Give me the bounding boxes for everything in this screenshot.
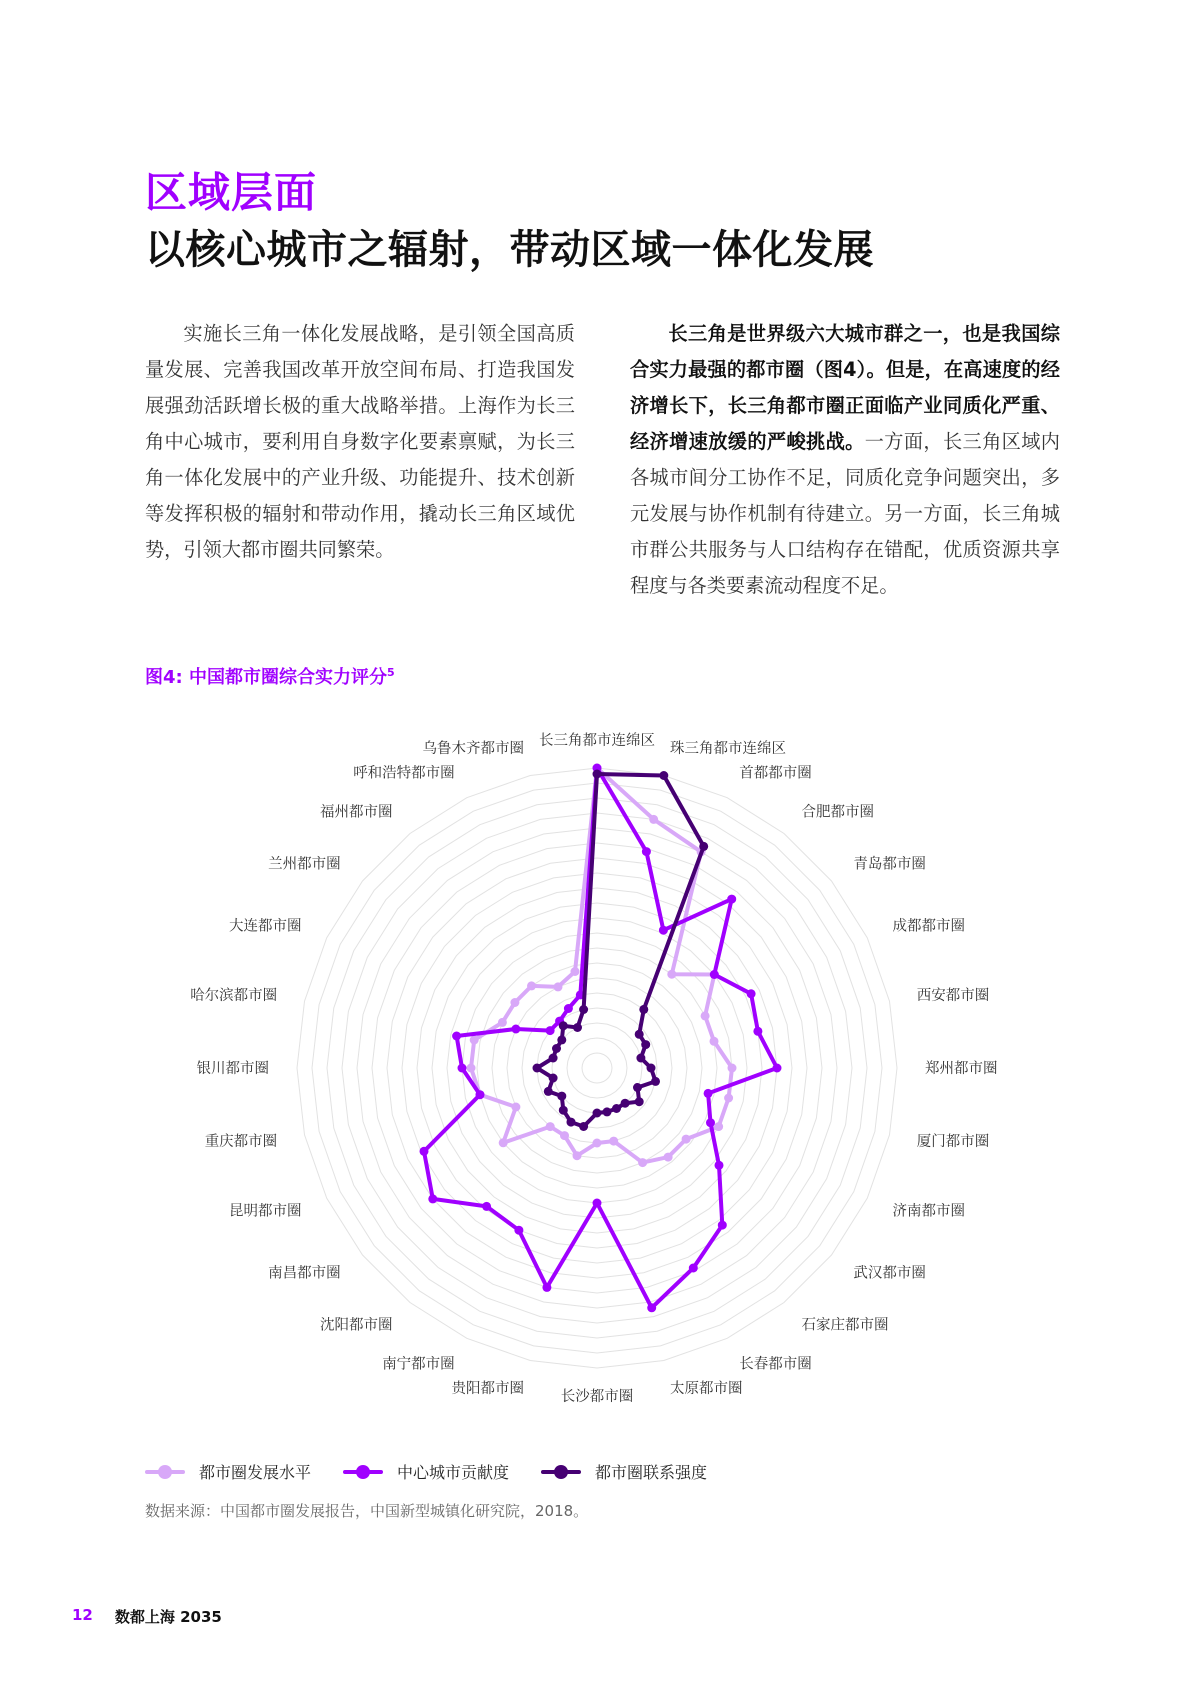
radar-data-point [724,1094,733,1103]
radar-data-point [664,1153,673,1162]
radar-data-point [642,847,651,856]
legend-label: 都市圈发展水平 [199,1463,312,1482]
body-bold-text: 长三角是世界级六大城市群之一，也是我国综合实力最强的都市圈（图4）。但是，在高速度的经济增长下，长三角都市圈正面临产业同质化严重、经济增速放缓的严峻挑战。 [630,322,1060,453]
figure-footnote-marker: 5 [387,666,395,679]
radar-grid-ring [432,903,762,1233]
radar-data-point [549,1054,558,1063]
radar-data-point [564,1004,573,1013]
radar-grid-ring [552,1023,642,1113]
page-number: 12 [72,1606,93,1624]
radar-grid-ring [357,828,837,1308]
radar-data-point [612,1104,621,1113]
radar-data-point [718,1221,727,1230]
legend-dot [554,1465,568,1479]
radar-data-point [593,1139,602,1148]
radar-category-label: 贵阳都市圈 [451,1380,524,1397]
radar-category-label: 昆明都市圈 [229,1203,302,1220]
radar-category-label: 武汉都市圈 [853,1265,926,1282]
radar-data-point [482,1202,491,1211]
body-right-column [630,316,1060,604]
legend-label: 都市圈联系强度 [595,1463,708,1482]
radar-category-label: 大连都市圈 [229,918,302,935]
radar-data-point [557,1035,566,1044]
radar-data-point [710,970,719,979]
radar-data-point [527,981,536,990]
radar-category-label: 济南都市圈 [892,1203,965,1220]
figure-title [145,663,395,689]
radar-data-point [499,1138,508,1147]
radar-data-point [554,982,563,991]
radar-grid-ring [477,948,717,1188]
radar-grid-ring [567,1038,627,1098]
radar-category-label: 合肥都市圈 [801,804,874,821]
radar-data-point [649,815,658,824]
data-source-note: 数据来源：中国都市圈发展报告，中国新型城镇化研究院，2018。 [145,1502,589,1520]
radar-grid-ring [312,783,882,1353]
radar-data-point [514,1226,523,1235]
radar-data-point [470,1036,479,1045]
radar-grid-ring [327,798,867,1338]
radar-data-point [458,1064,467,1073]
radar-data-point [699,842,708,851]
radar-data-point [651,1077,660,1086]
radar-data-point [546,1026,555,1035]
radar-category-label: 南昌都市圈 [268,1265,341,1282]
radar-data-point [542,1283,551,1292]
radar-data-point [476,1090,485,1099]
radar-category-label: 青岛都市圈 [853,856,926,873]
radar-data-point [571,967,580,976]
radar-data-point [593,1199,602,1208]
radar-data-point [533,1064,542,1073]
radar-data-point [511,1103,520,1112]
radar-category-label: 珠三角都市连绵区 [670,741,786,758]
radar-data-point [727,895,736,904]
body-left-column [145,316,575,568]
legend-item-development-level [145,1460,311,1483]
radar-data-point [701,1011,710,1020]
legend-swatch-central-city-contribution [343,1465,383,1479]
radar-series-development-level [467,764,737,1168]
radar-data-point [428,1194,437,1203]
radar-category-label: 沈阳都市圈 [320,1317,393,1334]
radar-data-point [659,771,668,780]
radar-data-point [467,1064,476,1073]
radar-data-point [593,1109,602,1118]
radar-data-point [560,1131,569,1140]
legend-swatch-connection-strength [541,1465,581,1479]
radar-data-point [728,1064,737,1073]
radar-data-point [621,1099,630,1108]
radar-category-label: 福州都市圈 [320,804,393,821]
radar-grid-ring [582,1053,612,1083]
radar-grid-ring [387,858,807,1278]
radar-data-point [573,1151,582,1160]
radar-data-point [647,1064,656,1073]
radar-data-point [546,1122,555,1131]
radar-data-point [559,1106,568,1115]
radar-data-point [510,998,519,1007]
radar-category-label: 长三角都市连绵区 [539,733,655,749]
radar-data-point [706,1118,715,1127]
legend-dot [158,1465,172,1479]
radar-data-point [710,1037,719,1046]
radar-grid-ring [372,843,822,1293]
radar-data-point [552,1044,561,1053]
radar-category-label: 首都都市圈 [739,765,812,782]
figure-title-text: 图4: 中国都市圈综合实力评分 [145,667,387,688]
radar-category-label: 郑州都市圈 [925,1061,998,1077]
legend-label: 中心城市贡献度 [397,1463,510,1482]
radar-data-point [567,1118,576,1127]
radar-data-point [667,970,676,979]
radar-data-point [593,770,602,779]
radar-category-label: 长沙都市圈 [560,1389,634,1405]
radar-category-label: 太原都市圈 [670,1380,743,1397]
radar-data-point [549,1074,558,1083]
radar-category-label: 哈尔滨都市圈 [190,988,278,1004]
radar-data-point [773,1064,782,1073]
radar-data-point [603,1107,612,1116]
legend-dot [356,1465,370,1479]
radar-category-label: 石家庄都市圈 [801,1317,889,1334]
body-paragraph [630,316,1060,604]
radar-category-label: 呼和浩特都市圈 [353,765,455,782]
radar-data-point [638,1158,647,1167]
radar-data-point [753,1027,762,1036]
radar-data-point [633,1083,642,1092]
radar-category-label: 重庆都市圈 [204,1134,278,1150]
body-paragraph: 实施长三角一体化发展战略，是引领全国高质量发展、完善我国改革开放空间布局、打造我国发展强劲活跃增长极的重大战略举措。上海作为长三角中心城市，要利用自身数字化要素禀赋，为长三角一体化发展中的产业升级、功能提升、技术创新等发挥积极的辐射和带动作用，撬动长三角区域优势，引领大都市圈共同繁荣。 [145,322,575,561]
radar-data-point [639,1005,648,1014]
radar-data-point [498,1018,507,1027]
radar-category-label: 成都都市圈 [892,918,965,935]
radar-data-point [420,1147,429,1156]
radar-data-point [452,1032,461,1041]
radar-chart [0,700,1191,1440]
radar-data-point [659,926,668,935]
radar-data-point [511,1025,520,1034]
radar-category-label: 乌鲁木齐都市圈 [422,741,524,758]
radar-data-point [704,1089,713,1098]
radar-data-point [579,1122,588,1131]
radar-data-point [544,1087,553,1096]
legend-item-connection-strength [541,1460,707,1483]
chart-legend [145,1460,707,1483]
page-title: 以核心城市之辐射，带动区域一体化发展 [145,227,874,273]
legend-item-central-city-contribution [343,1460,509,1483]
radar-data-point [636,1054,645,1063]
radar-data-point [635,1030,644,1039]
radar-data-point [579,1005,588,1014]
radar-category-label: 西安都市圈 [916,988,990,1004]
radar-data-point [641,1040,650,1049]
radar-data-point [747,989,756,998]
radar-data-point [647,1303,656,1312]
radar-data-point [715,1161,724,1170]
radar-data-point [635,1097,644,1106]
radar-category-label: 兰州都市圈 [268,856,341,873]
radar-category-label: 厦门都市圈 [916,1134,990,1150]
page-footer [72,1606,222,1627]
radar-data-point [714,1122,723,1131]
section-kicker: 区域层面 [145,168,318,217]
body-regular-text: 一方面，长三角区域内各城市间分工协作不足，同质化竞争问题突出，多元发展与协作机制有待建立。另一方面，长三角城市群公共服务与人口结构存在错配，优质资源共享程度与各类要素流动程度不足。 [630,430,1060,597]
radar-data-point [557,1092,566,1101]
radar-data-point [573,1023,582,1032]
radar-data-point [682,1135,691,1144]
radar-data-point [609,1137,618,1146]
radar-category-label: 长春都市圈 [739,1356,812,1373]
legend-swatch-development-level [145,1465,185,1479]
radar-grid [297,768,897,1368]
radar-category-label: 银川都市圈 [196,1061,269,1077]
radar-data-point [689,1264,698,1273]
publication-name: 数都上海 2035 [114,1608,222,1626]
radar-data-point [559,1021,568,1030]
radar-category-label: 南宁都市圈 [382,1356,455,1373]
